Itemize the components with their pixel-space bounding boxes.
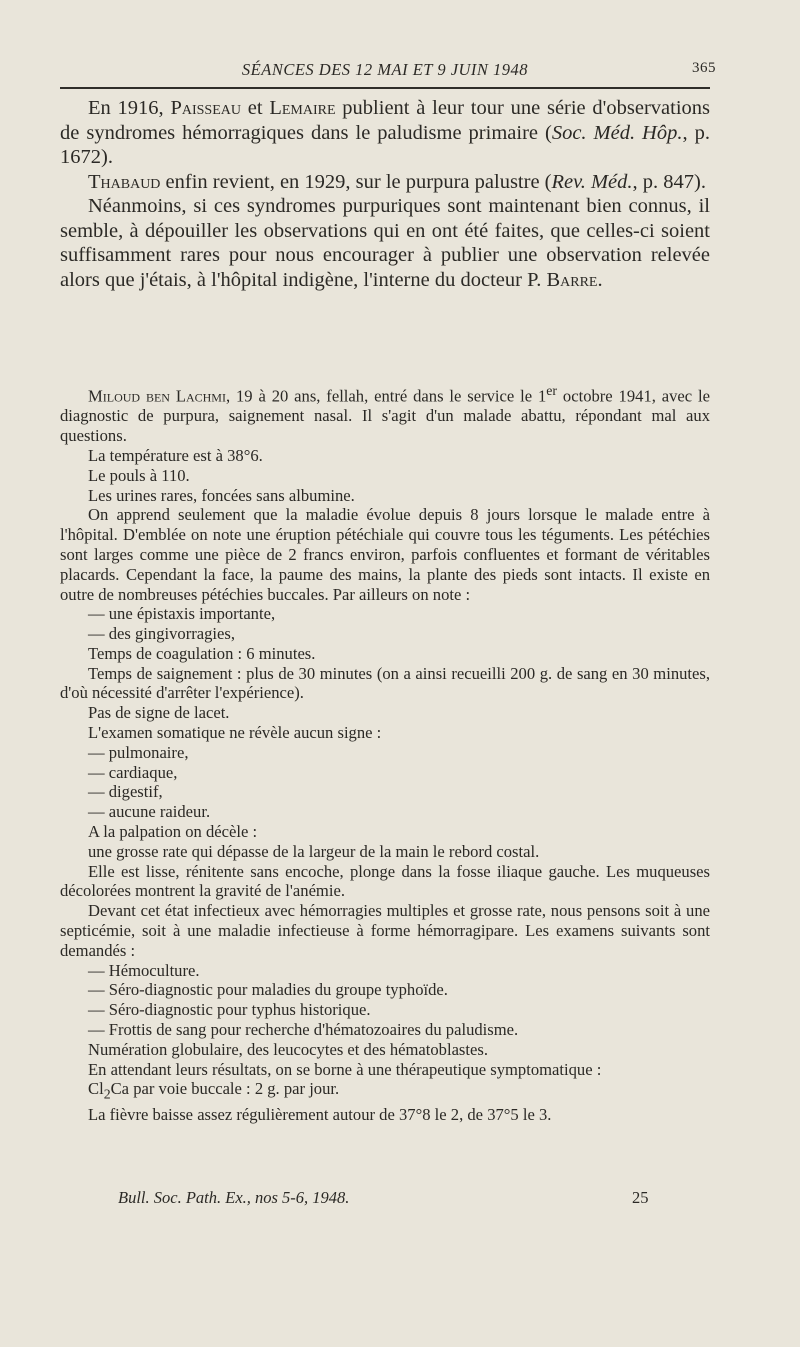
case-cacl-line: $Cl_2Ca$ par voie buccale : 2 g. par jour. — [88, 1079, 340, 1102]
case-line: On apprend seulement que la maladie évolue depuis 8 jours lorsque le malade entre à l'hôpital. D'emblée on note une éruption pétéchiale qui couvre tous les téguments. Les pétéchies sont larges comme une pièce de 2 francs environ, parfois confluentes et formant de véritables placards. Cependant la face, la paume des mains, la plante des pieds sont intacts. Il existe en outre de nombreuses pétéchies buccales. Par ailleurs on note : — [60, 505, 710, 604]
case-line: Temps de coagulation : 6 minutes. — [88, 643, 316, 663]
case-line: En attendant leurs résultats, on se borne à une thérapeutique symptomatique : — [88, 1059, 602, 1079]
intro-text — [60, 96, 710, 292]
case-lines — [60, 446, 710, 1080]
case-line: Pas de signe de lacet. — [88, 703, 230, 723]
case-line: Numération globulaire, des leucocytes et des hématoblastes. — [88, 1039, 488, 1059]
case-last-line: La fièvre baisse assez régulièrement autour de 37°8 le 2, de 37°5 le 3. — [88, 1104, 552, 1124]
case-line: — cardiaque, — [88, 762, 178, 782]
intro-paragraph-2: Thabaud enfin revient, en 1929, sur le purpura palustre (Rev. Méd., p. 847). — [88, 170, 706, 193]
case-line: — Frottis de sang pour recherche d'hématozoaires du paludisme. — [88, 1020, 519, 1040]
case-line: Temps de saignement : plus de 30 minutes (on a ainsi recueilli 200 g. de sang en 30 minutes, d'où nécessité d'arrêter l'expérience). — [60, 663, 710, 703]
case-line: — aucune raideur. — [88, 802, 211, 822]
intro-paragraph-1: En 1916, Paisseau et Lemaire publient à leur tour une série d'observations de syndromes hémorragiques dans le paludisme primaire (Soc. Méd. Hôp., p. 1672). — [60, 97, 710, 168]
case-intro: Miloud ben Lachmi, 19 à 20 ans, fellah, entré dans le service le 1er octobre 1941, avec le diagnostic de purpura, saignement nasal. Il s'agit d'un malade abattu, répondant mal aux questions. — [60, 383, 711, 446]
case-line: Devant cet état infectieux avec hémorragies multiples et grosse rate, nous pensons soit à une septicémie, soit à une maladie infectieuse à forme hémorragipare. Les examens suivants sont demandés : — [60, 901, 710, 960]
intro-paragraph-3: Néanmoins, si ces syndromes purpuriques sont maintenant bien connus, il semble, à dépouiller les observations qui en ont été faites, que celles-ci soient suffisamment rares pour nous encourager à publier une observation relevée alors que j'étais, à l'hôpital indigène, l'interne du docteur P. Barre. — [60, 195, 710, 291]
case-line: — Séro-diagnostic pour typhus historique. — [88, 1000, 371, 1020]
footer-citation: Bull. Soc. Path. Ex., nos 5-6, 1948. — [118, 1188, 350, 1207]
case-line: — des gingivorragies, — [88, 624, 236, 644]
case-line: — digestif, — [88, 782, 163, 802]
case-line: une grosse rate qui dépasse de la largeur de la main le rebord costal. — [88, 841, 540, 861]
case-line: L'examen somatique ne révèle aucun signe : — [88, 723, 382, 743]
signature-number: 25 — [632, 1188, 649, 1207]
case-line: — Hémoculture. — [88, 960, 200, 980]
case-line: — une épistaxis importante, — [88, 604, 276, 624]
case-line: — Séro-diagnostic pour maladies du groupe typhoïde. — [88, 980, 448, 1000]
case-line: Le pouls à 110. — [88, 465, 190, 485]
running-title: SÉANCES DES 12 MAI ET 9 JUIN 1948 — [241, 60, 529, 79]
case-report — [60, 381, 710, 1124]
case-line: Les urines rares, foncées sans albumine. — [88, 485, 355, 505]
case-line: La température est à 38°6. — [88, 445, 263, 465]
case-line: A la palpation on décèle : — [88, 822, 258, 842]
case-line: — pulmonaire, — [88, 742, 189, 762]
header-rule — [60, 87, 710, 89]
page-number: 365 — [692, 60, 716, 76]
running-header — [60, 60, 716, 86]
case-line: Elle est lisse, rénitente sans encoche, plonge dans la fosse iliaque gauche. Les muqueuses décolorées montrent la gravité de l'anémie. — [60, 861, 710, 901]
